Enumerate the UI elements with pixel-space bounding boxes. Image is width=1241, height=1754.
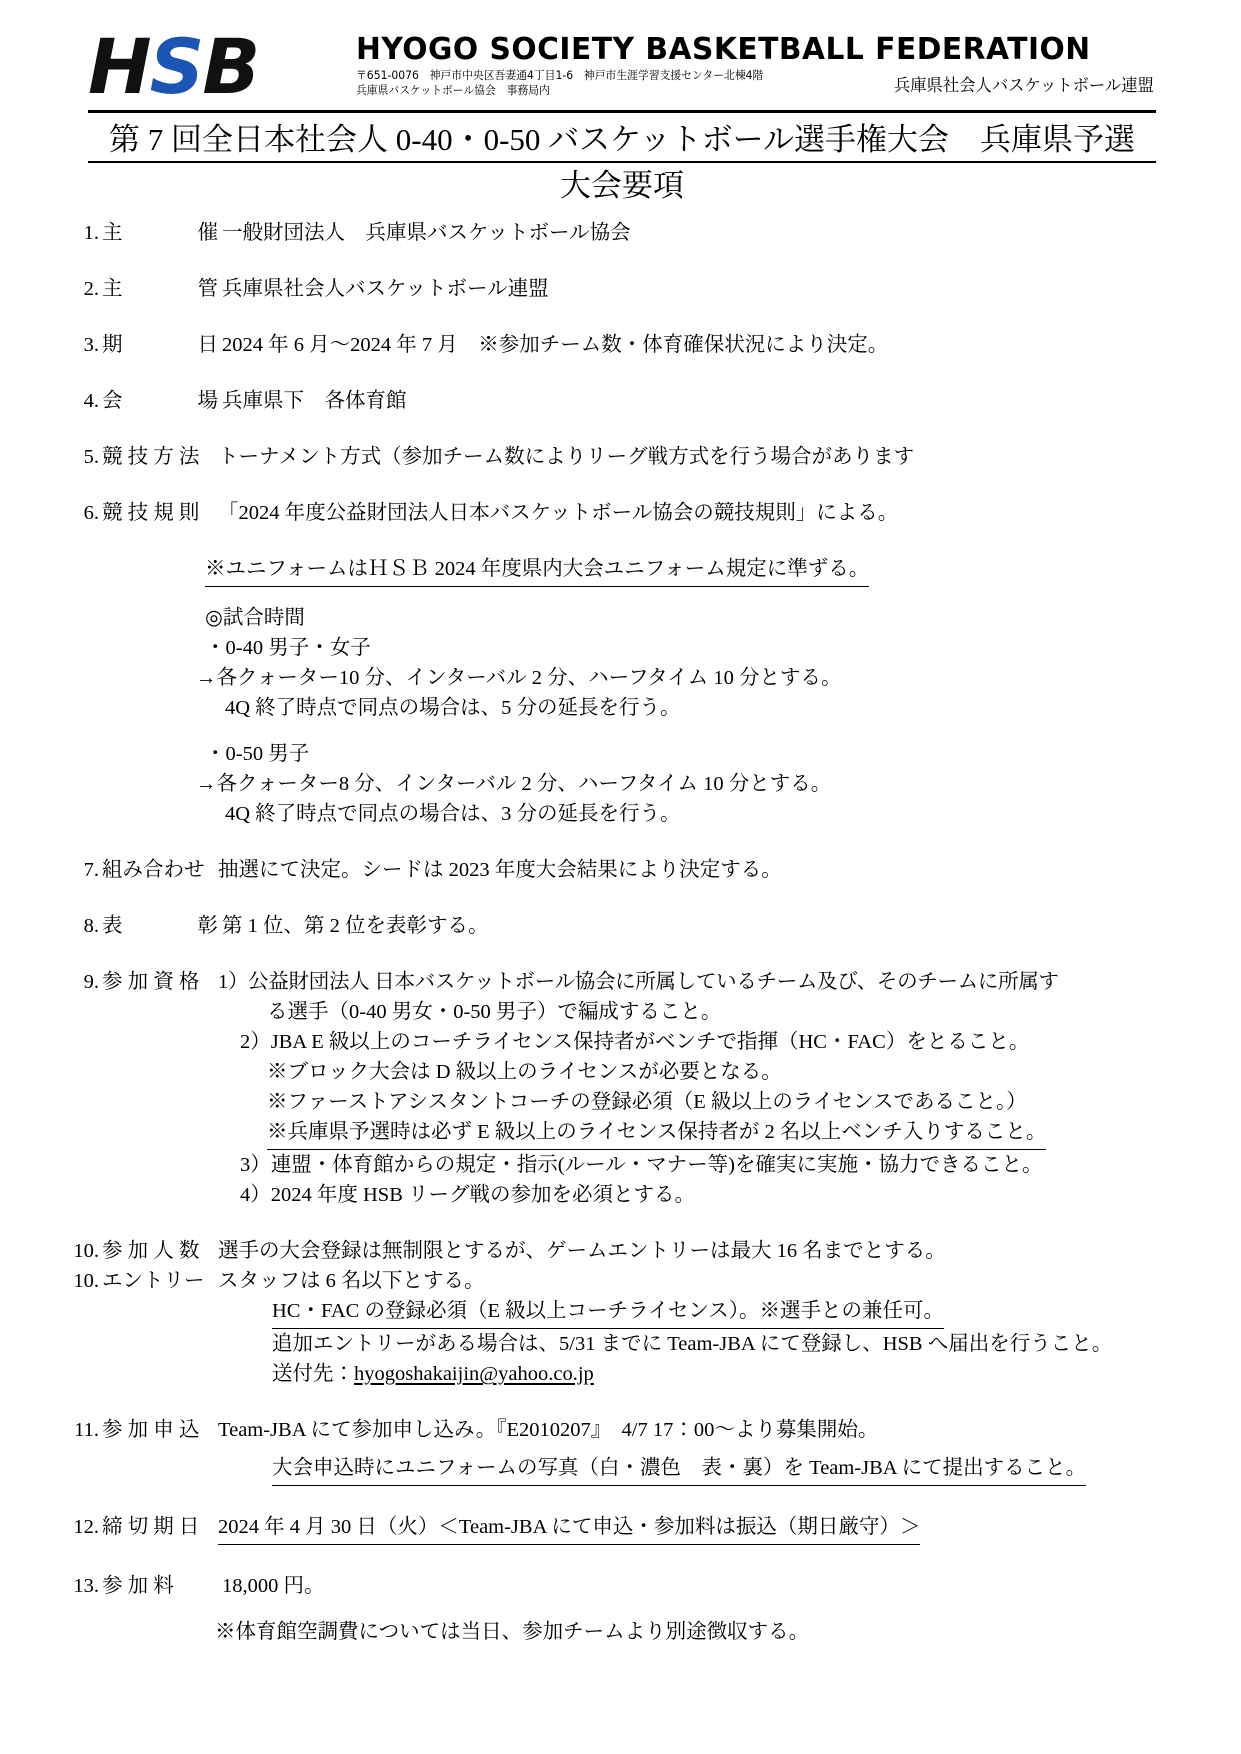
item-label: 競 技 規 則 [102,502,200,524]
item-eligibility [0,967,1241,997]
spacer [0,1445,1241,1453]
o50-rule-line-1: →各クォーター8 分、インターバル 2 分、ハーフタイム 10 分とする。 [196,773,832,795]
address-line-1: 〒651-0076 神戸市中央区吾妻通4丁目1-6 神戸市生涯学習支援センター北棟4階 [356,68,764,82]
item-value: 18,000 円。 [222,1575,325,1597]
spacer [0,941,1241,967]
spacer [0,360,1241,386]
spacer [0,416,1241,442]
spacer [0,1601,1241,1617]
item-value: スタッフは 6 名以下とする。 [218,1270,485,1292]
item-label [99,330,222,360]
item-value: Team-JBA にて参加申し込み。『E2010207』 4/7 17：00～より募集開始。 [218,1419,879,1441]
item-value-wrap [218,1512,1241,1545]
item-pairings [0,855,1241,885]
item-number: 2. [83,278,99,300]
spacer [0,587,1241,603]
item-competition-rules [0,498,1241,528]
spacer [0,248,1241,274]
spacer [0,723,1241,739]
spacer [0,304,1241,330]
label-char: 会 [102,390,123,412]
o40-rule-line-2: 4Q 終了時点で同点の場合は、5 分の延長を行う。 [225,697,681,719]
eligibility-3: 3）連盟・体育館からの規定・指示(ルール・マナー等)を確実に実施・協力できること。 [240,1154,1043,1176]
spacer [0,1389,1241,1415]
item-label: エントリー [102,1270,205,1292]
item-label [99,1571,222,1601]
header-text-block [350,32,1156,98]
eligibility-2-note-1: ※ブロック大会は D 級以上のライセンスが必要となる。 [267,1061,782,1083]
spacer [0,829,1241,855]
uniform-note-row [0,554,1241,587]
label-char: 催 [197,222,218,244]
item-value: 選手の大会登録は無制限とするが、ゲームエントリーは最大 16 名までとする。 [218,1240,946,1262]
entry-send-to-row [0,1359,1241,1389]
address-line-2: 兵庫県バスケットボール協会 事務局内 [356,83,550,97]
logo-letter-h: H [88,22,150,111]
federation-address [356,68,789,98]
label-char: 主 [102,222,123,244]
item-value: 1）公益財団法人 日本バスケットボール協会に所属しているチーム及び、そのチームに所属す [218,971,1059,993]
entry-hcfac-note: HC・FAC の登録必須（E 級以上コーチライセンス）。※選手との兼任可。 [272,1296,944,1329]
application-photo-row [0,1453,1241,1486]
uniform-note: ※ユニフォームはＨＳＢ 2024 年度県内大会ユニフォーム規定に準ずる。 [205,554,869,587]
item-number: 6. [83,502,99,524]
item-number: 3. [83,334,99,356]
item-number: 5. [83,446,99,468]
label-char: 表 [102,915,123,937]
item-competition-format [0,442,1241,472]
label-char: 彰 [197,915,218,937]
item-number: 13. [73,1575,99,1597]
page-subtitle: 大会要項 [560,168,684,203]
item-value: 抽選にて決定。シードは 2023 年度大会結果により決定する。 [218,859,782,881]
spacer [0,528,1241,554]
eligibility-1-continued: る選手（0-40 男女・0-50 男子）で編成すること。 [267,1001,722,1023]
fee-aircon-note: ※体育館空調費については当日、参加チームより別途徴収する。 [215,1621,810,1643]
spacer [0,885,1241,911]
item-label [99,274,222,304]
item-value: 兵庫県下 各体育館 [222,390,407,412]
item-number: 11. [74,1419,99,1441]
federation-title-jp: 兵庫県社会人バスケットボール連盟 [894,76,1155,96]
spacer [0,1210,1241,1236]
label-char: 主 [102,278,123,300]
item-deadline [0,1512,1241,1545]
federation-subheader [356,68,1156,98]
logo-letter-b: B [202,22,259,111]
eligibility-2-note-2: ※ファーストアシスタントコーチの登録必須（E 級以上のライセンスであること。） [267,1091,1027,1113]
item-value: 兵庫県社会人バスケットボール連盟 [222,278,549,300]
item-administrator [0,274,1241,304]
item-number: 10. [73,1240,99,1262]
item-venue [0,386,1241,416]
item-label: 参 加 申 込 [102,1419,200,1441]
item-label [99,218,222,248]
item-participant-count [0,1236,1241,1266]
item-date [0,330,1241,360]
label-char: 場 [197,390,218,412]
item-number: 4. [83,390,99,412]
item-organizer [0,218,1241,248]
send-to-label: 送付先： [272,1363,354,1385]
item-number: 8. [83,915,99,937]
item-label: 参 加 人 数 [102,1240,200,1262]
eligibility-2-note-3-row [0,1117,1241,1150]
logo-letter-s: S [149,22,203,111]
item-number: 9. [83,971,99,993]
item-label [99,911,222,941]
document-header [88,22,1156,113]
entry-hcfac-row [0,1296,1241,1329]
item-label: 競 技 方 法 [102,446,200,468]
item-number: 12. [73,1516,99,1538]
label-char: 日 [197,334,218,356]
item-entry [0,1266,1241,1296]
spacer [0,1486,1241,1512]
federation-title-en: HYOGO SOCIETY BASKETBALL FEDERATION [356,32,1091,67]
item-label: 締 切 期 日 [102,1516,200,1538]
item-label: 組み合わせ [102,859,205,881]
item-label: 参 加 資 格 [102,971,200,993]
spacer [0,1545,1241,1571]
entry-additional-note: 追加エントリーがある場合は、5/31 までに Team-JBA にて登録し、HSB へ届出を行うこと。 [272,1333,1113,1355]
game-time-heading: ◎試合時間 [205,607,305,629]
label-char: 管 [197,278,218,300]
item-value: 一般財団法人 兵庫県バスケットボール協会 [222,222,631,244]
document-body [0,218,1241,1647]
contact-email-link[interactable]: hyogoshakaijin@yahoo.co.jp [354,1363,594,1385]
eligibility-2: 2）JBA E 級以上のコーチライセンス保持者がベンチで指揮（HC・FAC）をとること。 [240,1031,1030,1053]
item-label [99,386,222,416]
eligibility-4: 4）2024 年度 HSB リーグ戦の参加を必須とする。 [240,1184,696,1206]
eligibility-2-note-3: ※兵庫県予選時は必ず E 級以上のライセンス保持者が 2 名以上ベンチ入りすること。 [267,1117,1046,1150]
label-text: 参 加 料 [102,1575,174,1597]
page-title: 第 7 回全日本社会人 0-40・0-50 バスケットボール選手権大会 兵庫県予選 [88,120,1156,163]
application-photo-note: 大会申込時にユニフォームの写真（白・濃色 表・裏）を Team-JBA にて提出すること。 [272,1453,1086,1486]
item-value: トーナメント方式（参加チーム数によりリーグ戦方式を行う場合があります [218,446,915,468]
item-fee [0,1571,1241,1601]
o40-bullet: ・0-40 男子・女子 [205,637,371,659]
item-value: 2024 年 4 月 30 日（火）＜Team-JBA にて申込・参加料は振込（期日厳守）＞ [218,1512,920,1545]
o50-bullet: ・0-50 男子 [205,743,310,765]
spacer [0,472,1241,498]
item-value: 第 1 位、第 2 位を表彰する。 [222,915,489,937]
item-awards [0,911,1241,941]
item-value: 「2024 年度公益財団法人日本バスケットボール協会の競技規則」による。 [218,502,899,524]
item-number: 1. [83,222,99,244]
o50-rule-line-2: 4Q 終了時点で同点の場合は、3 分の延長を行う。 [225,803,681,825]
item-value: 2024 年 6 月～2024 年 7 月 ※参加チーム数・体育確保状況により決定。 [222,334,889,356]
item-application [0,1415,1241,1445]
item-number: 10. [73,1270,99,1292]
o40-rule-line-1: →各クォーター10 分、インターバル 2 分、ハーフタイム 10 分とする。 [196,667,842,689]
item-number: 7. [83,859,99,881]
hsb-logo [88,22,350,111]
label-char: 期 [102,334,123,356]
